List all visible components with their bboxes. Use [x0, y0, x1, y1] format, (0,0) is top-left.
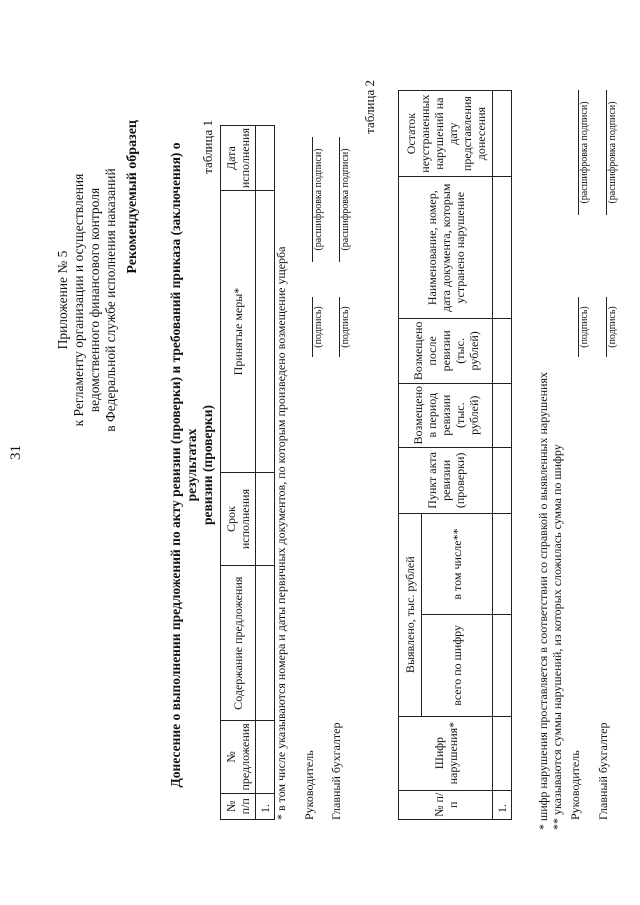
footnote: * в том числе указываются номера и даты первичных документов, по которым произведено возмещение ущерба [274, 246, 288, 820]
col-deadline: Срок исполнения [221, 472, 256, 565]
appendix-line: Приложение № 5 [55, 250, 70, 350]
head-label: Руководитель [302, 750, 316, 820]
document-title [168, 135, 216, 795]
row-number: 1. [493, 790, 512, 819]
signature-caption: (подпись) [340, 306, 351, 348]
col-code: Шифр нарушения* [399, 716, 493, 790]
col-repaid-during: Возмещено в период ревизии (тыс. рублей) [399, 383, 493, 447]
page-number: 31 [8, 445, 24, 460]
col-total: всего по шифру [422, 615, 493, 716]
col-document: Наименование, номер, дата документа, которым устранено нарушение [399, 177, 493, 319]
col-repaid-after: Возмещено после ревизии (тыс. рублей) [399, 319, 493, 383]
col-remaining: Остаток неустраненных нарушений на дату представления донесения [399, 91, 493, 177]
appendix-header [55, 120, 119, 480]
signature-caption: (подпись) [607, 306, 618, 348]
recommended-sample-label: Рекомендуемый образец [125, 120, 140, 274]
signature-caption: (подпись) [313, 306, 324, 348]
signature-caption: (подпись) [579, 306, 590, 348]
accountant-label: Главный бухгалтер [596, 722, 610, 820]
title-line: ревизии (проверки) [200, 405, 215, 525]
col-num: № п/п [399, 790, 493, 819]
decode-caption: (расшифровка подписи) [607, 101, 618, 204]
appendix-line: в Федеральной службе исполнения наказаний [103, 168, 118, 432]
accountant-label: Главный бухгалтер [329, 722, 343, 820]
col-num: № п/п [221, 793, 256, 819]
proposals-table [220, 125, 275, 820]
table-row [256, 126, 275, 820]
table2-caption: таблица 2 [362, 80, 377, 134]
footnote: ** указываются суммы нарушений, из которых сложилась сумма по шифру [550, 444, 564, 830]
table1-caption: таблица 1 [200, 120, 215, 174]
table-row [493, 91, 512, 820]
col-measures: Принятые меры* [221, 191, 256, 473]
col-revealed: Выявлено, тыс. рублей [399, 513, 422, 716]
title-line: Донесение о выполнении предложений по акту ревизии (проверки) и требований приказа (заключения) о результатах [168, 142, 199, 788]
col-content: Содержание предложения [221, 566, 256, 721]
violations-table [398, 90, 512, 820]
appendix-line: к Регламенту организации и осуществления [71, 173, 86, 427]
decode-caption: (расшифровка подписи) [579, 101, 590, 204]
footnotes [536, 372, 564, 830]
row-number: 1. [256, 793, 275, 819]
head-label: Руководитель [568, 750, 582, 820]
col-proposal-num: № предложения [221, 721, 256, 793]
col-including: в том числе** [422, 513, 493, 614]
decode-caption: (расшифровка подписи) [340, 148, 351, 251]
col-act-point: Пункт акта ревизии (проверки) [399, 447, 493, 513]
decode-caption: (расшифровка подписи) [313, 148, 324, 251]
appendix-line: ведомственного финансового контроля [87, 187, 102, 413]
col-date: Дата исполнения [221, 126, 256, 191]
footnote: * шифр нарушения проставляется в соответствии со справкой о выявленных нарушениях [536, 372, 550, 830]
